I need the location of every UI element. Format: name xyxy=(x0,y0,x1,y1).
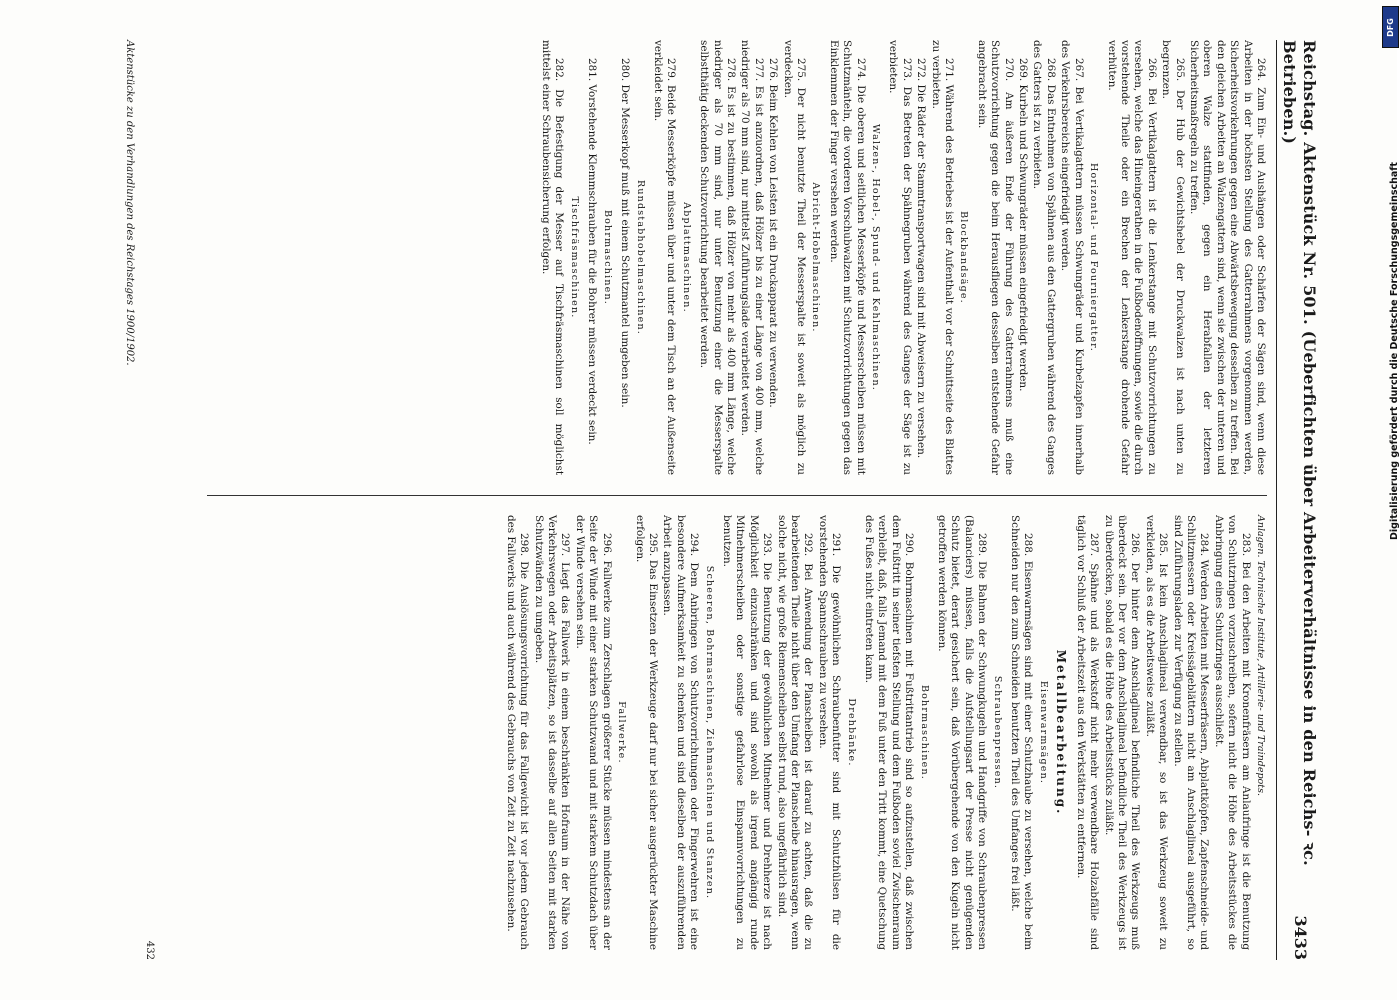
column-divider xyxy=(207,495,1267,496)
section-heading: Metallbearbeitung. xyxy=(1054,649,1069,816)
paragraph: 280. Der Messerkopf muß mit einem Schutzmantel umgeben sein. xyxy=(619,58,632,408)
paragraph: 297. Liegt das Fallwerk in einem beschränkten Hofraum in der Nähe von Verkehrswegen oder Arbeitsplätzen, so ist dasselbe auf allen Seiten mit starken Schutzwänden zu umgeben. xyxy=(532,515,572,950)
paragraph: 266. Bei Vertikalgattern ist die Lenkerstange mit Schutzvorrichtungen zu versehen, welche das Hineingerathen in die Fußbodenöffnungen, sowie die durch vorstehende Theile oder ein Brechen der Lenkerstange drohende Gefahr verhüten. xyxy=(1105,40,1158,475)
subheading: Abricht-Hobelmaschinen. xyxy=(810,182,822,333)
paragraph: 294. Dem Anbringen von Schutzvorrichtungen oder Fingerwehren ist eine besondere Aufmerksamkeit zu schenken und sind dieselben der auszuführenden Arbeit anzupassen. xyxy=(661,515,701,950)
paragraph: 268. Das Entnehmen von Spähnen aus den Gattergruben während des Ganges des Gatters ist zu verbieten. xyxy=(1031,40,1057,475)
subheading: Bohrmaschinen. xyxy=(601,209,613,306)
subheading: Rundstabhobelmaschinen. xyxy=(634,180,646,335)
dfg-logo xyxy=(1382,6,1399,48)
paragraph: 282. Die Befestigung der Messer auf Tischfräsmaschinen soll möglichst mittelst einer Schraubensicherung erfolgen. xyxy=(540,40,566,475)
digitization-note: Digitalisierung gefördert durch die Deutsche Forschungsgemeinschaft xyxy=(1389,162,1400,540)
subheading: Schraubenpressen. xyxy=(991,675,1003,790)
subheading: Walzen-, Hobel-, Spund- und Kehlmaschinen. xyxy=(870,123,882,392)
subheading: Scheeren, Bohrmaschinen, Ziehmaschinen und Stanzen. xyxy=(703,565,715,900)
paragraph: 267. Bei Vertikalgattern müssen Schwungräder und Kurbelzapfen innerhalb des Verkehrsbereichs eingefriedigt werden. xyxy=(1059,40,1085,475)
paragraph: 288. Eisenwarmsägen sind mit einer Schutzhaube zu versehen, welche beim Schneiden nur den zum Schneiden benutzten Theil des Umfanges frei läßt. xyxy=(1009,515,1035,950)
running-title: Reichstag. Aktenstück Nr. 501. (Ueberfichten über Arbeiterverhältnisse in den Reichs- ꝛc. Betrieben.) xyxy=(1280,40,1320,866)
paragraph: 275. Der nicht benutzte Theil der Messerspalte ist soweit als möglich zu verdecken. xyxy=(781,40,807,475)
subheading: Abplattmaschinen. xyxy=(680,202,692,313)
subheading: Eisenwarmsägen. xyxy=(1037,680,1049,785)
section-lead: Anlagen. Technische Institute, Artillerie- und Traindepots. xyxy=(1255,515,1266,796)
paragraph: 264. Zum Ein- und Aushängen oder Schärfen der Sägen sind, wenn diese Arbeiten in der höchsten Stellung des Gatterrahmens vorgenommen werden, Sicherheitsvorkehrungen gegen eine Abwärtsbewegung desselben zu treffen. Bei den gleichen Arbeiten an Walzengattern sind, wenn sie zwischen der unteren und oberen Walze stattfinden, gegen ein Herabfallen der letzteren Sicherheitsmaßregeln zu treffen. xyxy=(1187,40,1267,475)
paragraph: 291. Die gewöhnlichen Schraubenfutter sind mit Schutzhülsen für die vorstehenden Spannschrauben zu versehen. xyxy=(816,515,843,950)
dfg-watermark xyxy=(1381,0,1399,1000)
paragraph: 290. Bohrmaschinen mit Fußtrittantrieb sind so aufzustellen, daß zwischen dem Fußtritt in seiner tiefsten Stellung und dem Fußboden soviel Zwischenraum verbleibt, daß, falls Jemand mit dem Fuß unter den Tritt kommt, eine Quetschung des Fußes nicht eintreten kann. xyxy=(863,515,916,950)
paragraph: 293. Die Benutzung der gewöhnlichen Mitnehmer und Drehherze ist nach Möglichkeit einzuschränken und sind sowohl als irgend angängig runde Mitnehmerscheiben oder sonstige gefahrlose Einspannvorrichtungen zu benutzen. xyxy=(720,515,774,950)
paragraph: 289. Die Bahnen der Schwungkugeln und Handgriffe von Schraubenpressen (Balanciers) müssen, falls die Aufstellungsart der Presse nicht genügenden Schutz bietet, derart gesichert sein, daß Vorübergehende von den Kugeln nicht getroffen werden können. xyxy=(936,515,989,950)
paragraph: 292. Bei Anwendung der Planscheiben ist darauf zu achten, daß die zu bearbeitenden Theile nicht über den Umfang der Planscheibe hinausragen, wenn solche nicht, wie große Riemenscheiben selbst rund, also ungefährlich sind. xyxy=(775,515,815,950)
paragraph: 274. Die oberen und seitlichen Messerköpfe und Messerscheiben müssen mit Schutzmänteln, die vorderen Vorschubwalzen mit Schutzvorrichtungen gegen das Einklemmen der Finger versehen werden. xyxy=(827,40,867,475)
paragraph: 269. Kurbeln und Schwungräder müssen eingefriedigt werden. xyxy=(1017,58,1030,392)
paragraph: 286. Der hinter dem Anschlaglineal befindliche Theil des Werkzeugs muß überdeckt sein. Der vor dem Anschlaglineal befindliche Theil des Werkzeugs ist zu überdecken, sobald es die Höhe des Arbeitsstücks zuläßt. xyxy=(1102,515,1142,950)
paragraph: 278. Es ist zu bestimmen, daß Hölzer von mehr als 400 mm Länge, welche niedriger als 70 mm sind, nur unter Benutzung einer die Messerspalte selbstthätig deckenden Schutzvorrichtung bearbeitet werden. xyxy=(698,40,737,475)
paragraph: 283. Bei den Arbeiten mit Kronenfräsern am Anlaufringe ist die Benutzung von Schutzringen vorzuschreiben, sofern nicht die Höhe des Arbeitsstückes die Anbringung eines Schutzringes ausschließt. xyxy=(1212,515,1252,950)
subheading: Drehbänke. xyxy=(845,698,857,767)
page-header xyxy=(1276,40,1325,960)
paragraph: 277. Es ist anzuordnen, daß Hölzer bis zu einer Länge von 400 mm, welche niedriger als 70 mm sind, nur mittelst Zuführungslade verarbeitet werden. xyxy=(739,40,765,475)
paragraph: 287. Spähne und als Werkstoff nicht mehr verwendbare Holzabfälle sind täglich vor Schluß der Arbeitszeit aus den Werkstätten zu entfernen. xyxy=(1074,515,1101,950)
paragraph: 284. Werden Arbeiten mit Messerfräsern, Abplattköpfen, Zapfenschneide- und Schlitzmessern oder Kreissägeblättern nicht am Anschlaglineal ausgeführt, so sind Zuführungsladen zur Verfügung zu stellen. xyxy=(1171,515,1211,950)
paragraph: 281. Vorstehende Klemmschrauben für die Bohrer müssen verdeckt sein. xyxy=(586,58,599,445)
paragraph: 272. Die Räder der Stammtransportwagen sind mit Abweisern zu versehen. xyxy=(915,58,928,459)
paragraph: 276. Beim Kehlen von Leisten ist ein Druckapparat zu verwenden. xyxy=(767,58,780,408)
paragraph: 279. Beide Messerköpfe müssen über und unter dem Tisch an der Außenseite verkleidet sein. xyxy=(651,40,678,475)
footer-source: Aktenstücke zu den Verhandlungen des Reichstages 1900/1902. xyxy=(124,40,135,366)
rotated-page-content xyxy=(75,40,1325,960)
paragraph: 296. Fallwerke zum Zerschlagen größerer Stücke müssen mindestens an der Seite der Winde mit einer starken Schutzwand und mit starkem Schutzdach über der Winde versehen sein. xyxy=(573,515,613,950)
dfg-logo-text: DFG xyxy=(1386,17,1396,37)
paragraph: 270. Am äußeren Ende der Führung des Gatterrahmens muß eine Schutzvorrichtung gegen die beim Herausfliegen desselben entstehende Gefahr angebracht sein. xyxy=(975,40,1015,475)
paragraph: 298. Die Auslösungsvorrichtung für das Fallgewicht ist vor jedem Gebrauch des Fallwerks und auch während des Gebrauchs von Zeit zu Zeit nachzusehen. xyxy=(504,515,531,950)
page-number: 3433 xyxy=(1291,915,1311,960)
paragraph: 285. Ist kein Anschlaglineal verwendbar, so ist das Werkzeug soweit zu verkleiden, als es die Arbeitsweise zuläßt. xyxy=(1143,515,1170,950)
paragraph: 295. Das Einsetzen der Werkzeuge darf nur bei sicher ausgerückter Maschine erfolgen. xyxy=(633,515,659,950)
paragraph: 273. Das Betreten der Spähnegruben während des Ganges der Säge ist zu verbieten. xyxy=(887,40,913,475)
paragraph: 271. Während des Betriebes ist der Aufenthalt vor der Schnittseite des Blattes zu verbieten. xyxy=(929,40,956,475)
subheading: Blockbandsäge. xyxy=(958,211,970,304)
subheading: Bohrmaschinen. xyxy=(918,684,930,781)
left-column xyxy=(538,40,1267,475)
footer-sheet-number: 432 xyxy=(144,940,155,960)
subheading: Horizontal- und Fourniergatter. xyxy=(1088,162,1100,352)
subheading: Tischfräsmaschinen. xyxy=(568,196,580,319)
right-column xyxy=(502,515,1267,950)
subheading: Fallwerke. xyxy=(616,701,628,764)
paragraph: 265. Der Hub der Gewichtshebel der Druckwalzen ist nach unten zu begrenzen. xyxy=(1160,40,1186,475)
